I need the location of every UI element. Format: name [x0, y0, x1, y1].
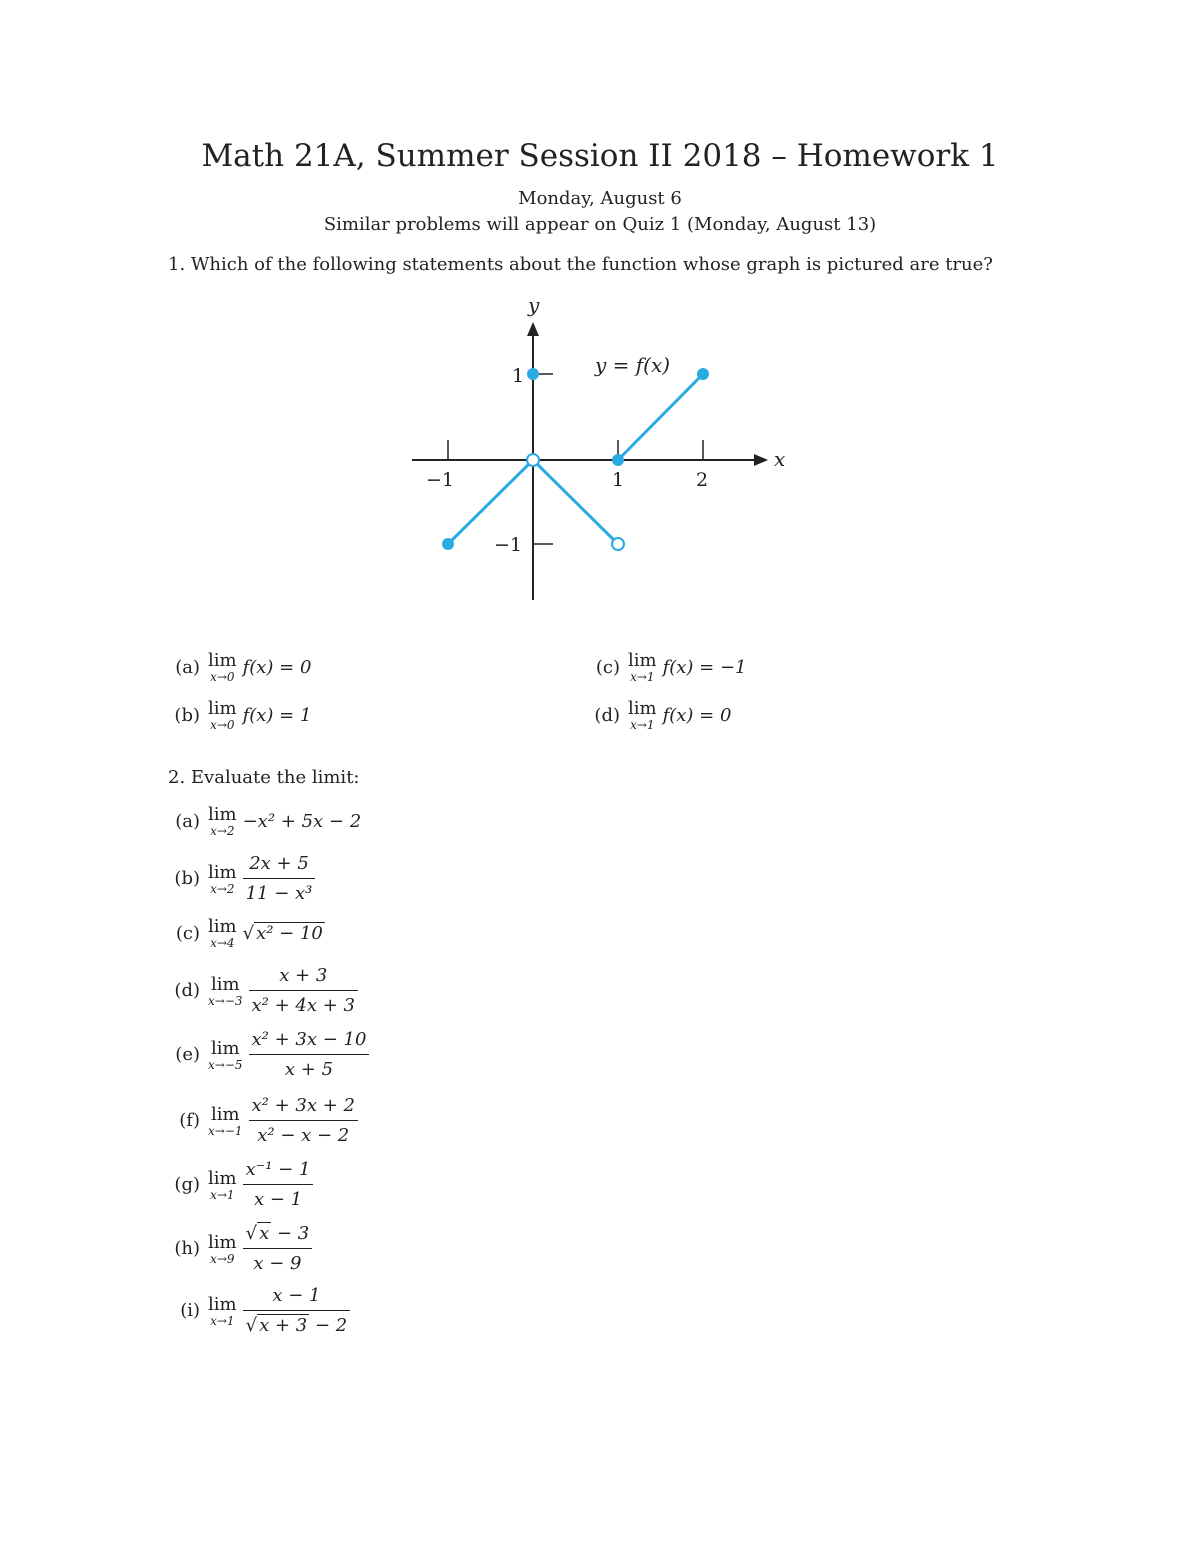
limit-expression: f(x) = 1	[242, 704, 312, 726]
option-b	[160, 700, 311, 731]
limit-fraction	[243, 1284, 351, 1338]
closed-point-0-1	[527, 368, 539, 380]
radicand: x	[259, 1223, 270, 1244]
option-c	[580, 652, 747, 683]
problem-2-prompt	[168, 766, 360, 790]
problem-1-prompt	[168, 253, 993, 277]
x-axis-label: x	[774, 447, 786, 471]
limit-operator: lim x→2	[208, 804, 237, 838]
item-label: (d)	[174, 980, 200, 1001]
limit-operator: lim x→9	[208, 1231, 237, 1266]
limit-operator: lim x→−3	[208, 973, 243, 1008]
numerator: x⁻¹ − 1	[243, 1158, 314, 1185]
option-label: (b)	[174, 704, 200, 726]
limit-item-a	[160, 806, 361, 837]
problem-1-number: 1.	[168, 254, 186, 275]
option-label: (a)	[175, 656, 200, 678]
limit-item-c	[160, 918, 325, 949]
segment-left-rising	[448, 460, 533, 544]
problem-2-text: Evaluate the limit:	[190, 767, 360, 788]
limit-fraction	[243, 1158, 314, 1212]
item-label: (b)	[174, 868, 200, 889]
item-label: (h)	[174, 1238, 200, 1259]
limit-fraction	[243, 1222, 313, 1276]
limit-operator: lim x→0	[208, 698, 237, 732]
numerator-rest: − 3	[271, 1223, 310, 1244]
x-tick-label-1: 1	[612, 469, 625, 491]
numerator: x² + 3x + 2	[249, 1094, 358, 1121]
limit-operator: lim x→1	[628, 698, 657, 732]
segment-right-rising	[618, 374, 703, 460]
item-label: (g)	[174, 1174, 200, 1195]
option-label: (d)	[594, 704, 620, 726]
denominator-rest: − 2	[309, 1315, 348, 1336]
limit-operator: lim x→0	[208, 650, 237, 684]
limit-fraction	[243, 852, 316, 906]
denominator: x + 5	[284, 1059, 334, 1080]
segment-middle-falling	[533, 460, 618, 544]
limit-operator: lim x→1	[208, 1167, 237, 1202]
limit-expression: f(x) = 0	[242, 656, 312, 678]
y-axis-label: y	[528, 293, 540, 317]
limit-item-f	[160, 1094, 358, 1148]
limit-item-b	[160, 852, 315, 906]
date-line: Monday, August 6	[518, 188, 682, 209]
limit-operator: lim x→−1	[208, 1103, 243, 1138]
denominator: x − 9	[253, 1253, 302, 1274]
limit-fraction	[249, 1028, 370, 1082]
limit-item-g	[160, 1158, 313, 1212]
numerator: 2x + 5	[243, 852, 316, 879]
y-tick-label-neg1: −1	[494, 534, 523, 556]
denominator: x² − x − 2	[257, 1125, 350, 1146]
numerator: x² + 3x − 10	[249, 1028, 370, 1055]
radical-sign: √	[245, 1315, 258, 1336]
numerator: x + 3	[249, 964, 358, 991]
item-label: (f)	[179, 1110, 200, 1131]
y-tick-label-1: 1	[512, 365, 525, 387]
page-title: Math 21A, Summer Session II 2018 – Homework 1	[201, 138, 999, 174]
open-point-1-neg1	[612, 538, 624, 550]
limit-fraction	[249, 964, 358, 1018]
option-label: (c)	[595, 656, 620, 678]
denominator: x² + 4x + 3	[251, 995, 355, 1016]
option-d	[580, 700, 731, 731]
closed-point-1-0	[612, 454, 624, 466]
limit-operator: lim x→4	[208, 916, 237, 950]
limit-item-h	[160, 1222, 312, 1276]
radicand: x + 3	[259, 1315, 308, 1336]
limit-item-e	[160, 1028, 369, 1082]
problem-1-text: Which of the following statements about the function whose graph is pictured are true?	[190, 254, 993, 275]
denominator	[243, 1311, 351, 1338]
limit-operator: lim x→1	[628, 650, 657, 684]
x-tick-label-2: 2	[696, 469, 709, 491]
option-a	[160, 652, 311, 683]
limit-item-i	[160, 1284, 350, 1338]
item-label: (c)	[175, 922, 200, 944]
limit-expression: −x² + 5x − 2	[242, 810, 362, 832]
problem-2-number: 2.	[168, 767, 186, 788]
radical-sign: √	[245, 1223, 258, 1244]
limit-operator: lim x→2	[208, 861, 237, 896]
radical-sign: √	[242, 922, 255, 944]
limit-operator: lim x→−5	[208, 1037, 243, 1072]
limit-operator: lim x→1	[208, 1293, 237, 1328]
curve-label: y = f(x)	[595, 353, 671, 377]
quiz-note: Similar problems will appear on Quiz 1 (Monday, August 13)	[323, 214, 877, 235]
denominator: 11 − x³	[245, 883, 313, 904]
limit-item-d	[160, 964, 358, 1018]
limit-expression: f(x) = −1	[662, 656, 747, 678]
closed-point-2-1	[697, 368, 709, 380]
denominator: x − 1	[253, 1189, 303, 1210]
limit-expression: f(x) = 0	[662, 704, 732, 726]
function-graph	[400, 290, 800, 610]
item-label: (i)	[180, 1300, 200, 1321]
limit-fraction	[249, 1094, 358, 1148]
limit-expression	[243, 922, 325, 946]
item-label: (e)	[175, 1044, 200, 1065]
open-point-origin	[527, 454, 539, 466]
item-label: (a)	[175, 810, 200, 832]
radicand: x² − 10	[256, 922, 323, 944]
closed-point-neg1-neg1	[442, 538, 454, 550]
x-tick-label-neg1: −1	[426, 469, 455, 491]
numerator: x − 1	[243, 1284, 351, 1311]
numerator	[243, 1222, 313, 1249]
